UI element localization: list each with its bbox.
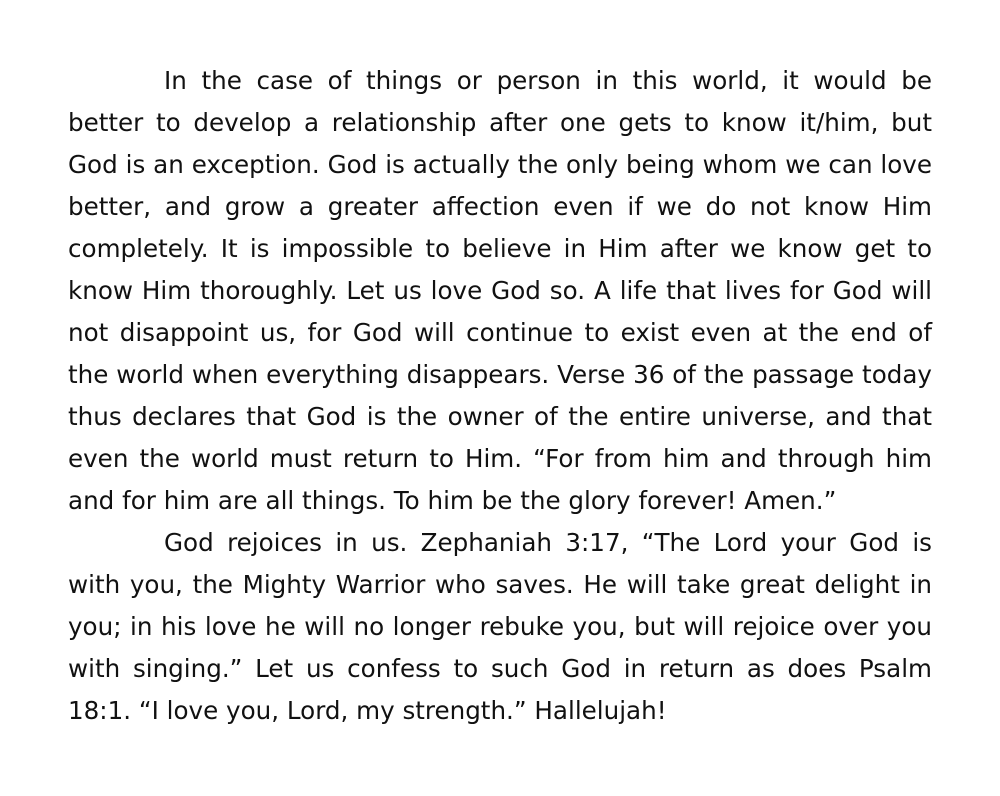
document-body [68, 60, 932, 732]
paragraph: In the case of things or person in this world, it would be better to develop a relationship after one gets to know it/him, but God is an exception. God is actually the only being whom we can love better, and grow a greater affection even if we do not know Him completely. It is impossible to believe in Him after we know get to know Him thoroughly. Let us love God so. A life that lives for God will not disappoint us, for God will continue to exist even at the end of the world when everything disappears. Verse 36 of the passage today thus declares that God is the owner of the entire universe, and that even the world must return to Him. “For from him and through him and for him are all things. To him be the glory forever! Amen.” [68, 66, 932, 515]
paragraph: God rejoices in us. Zephaniah 3:17, “The Lord your God is with you, the Mighty Warrior who saves. He will take great delight in you; in his love he will no longer rebuke you, but will rejoice over you with singing.” Let us confess to such God in return as does Psalm 18:1. “I love you, Lord, my strength.” Hallelujah! [68, 528, 932, 725]
